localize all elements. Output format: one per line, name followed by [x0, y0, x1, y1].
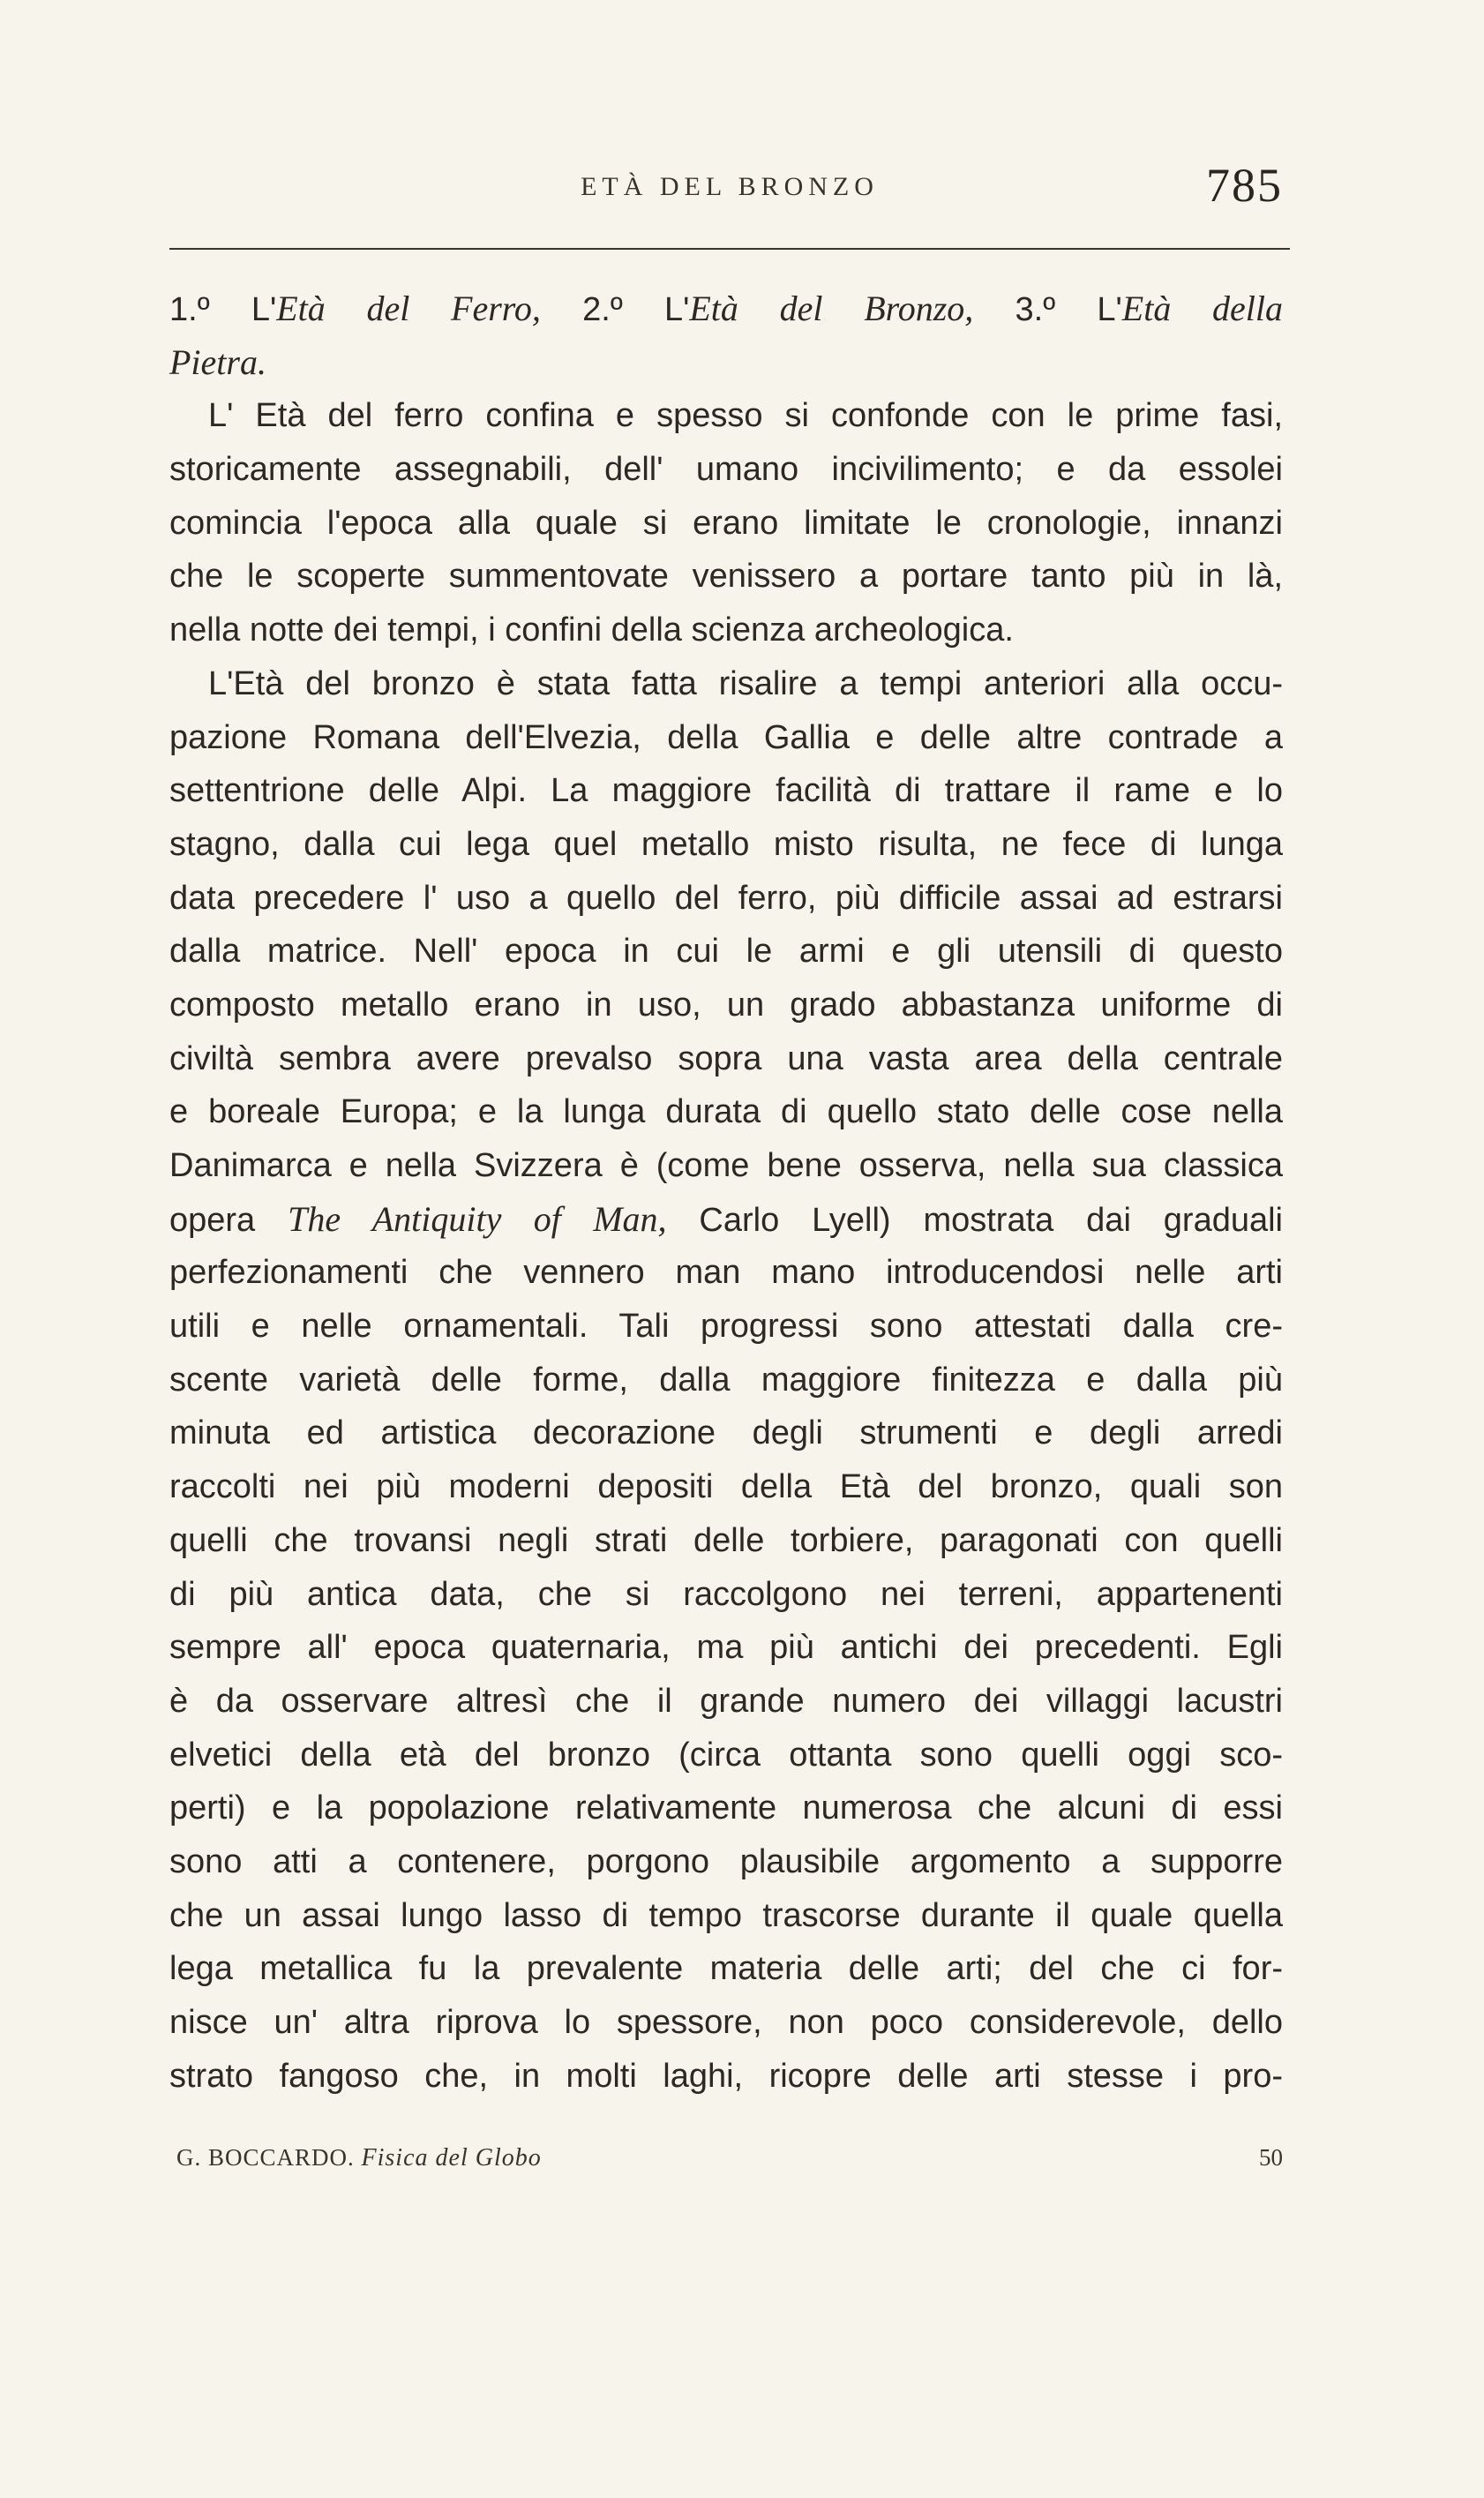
text-segment: Carlo Lyell) mostrata dai graduali: [666, 1201, 1284, 1239]
text-segment: lega metallica fu la prevalente materia delle arti; del che ci for-: [169, 1950, 1283, 1988]
text-line: [169, 389, 1283, 443]
text-segment: perti) e la popolazione relativamente numerosa che alcuni di essi: [169, 1789, 1283, 1827]
text-segment: L': [251, 291, 277, 328]
text-segment: minuta ed artistica decorazione degli strumenti e degli arredi: [169, 1414, 1283, 1452]
text-segment: scente varietà delle forme, dalla maggiore finitezza e dalla più: [169, 1361, 1283, 1399]
text-segment: dalla matrice. Nell' epoca in cui le armi e gli utensili di questo: [169, 933, 1283, 971]
sheet-number: 50: [1259, 2144, 1283, 2171]
text-line: [169, 764, 1283, 818]
text-segment: perfezionamenti che vennero man mano introducendosi nelle arti: [169, 1254, 1283, 1292]
text-segment: settentrione delle Alpi. La maggiore facilità di trattare il rame e lo: [169, 772, 1283, 810]
text-segment: che le scoperte summentovate venissero a portare tanto più in là,: [169, 558, 1283, 596]
page-footer: [169, 2144, 1283, 2179]
text-segment: sono atti a contenere, porgono plausibile argomento a supporre: [169, 1842, 1283, 1880]
text-segment: nella notte dei tempi, i confini della scienza archeologica.: [169, 611, 1014, 649]
text-segment: opera: [169, 1201, 289, 1239]
text-line: [169, 550, 1283, 604]
text-segment: data precedere l' uso a quello del ferro, più difficile assai ad estrarsi: [169, 879, 1283, 917]
text-segment: storicamente assegnabili, dell' umano incivilimento; e da essolei: [169, 451, 1283, 489]
body-text: [169, 282, 1283, 2103]
text-line: [169, 1300, 1283, 1354]
text-segment: L' Età del ferro confina e spesso si confonde con le prime fasi,: [208, 397, 1283, 435]
text-line: [169, 1407, 1283, 1460]
text-line: [169, 1032, 1283, 1086]
italic-text: The Antiquity of Man,: [288, 1198, 667, 1239]
text-line: [169, 1942, 1283, 1996]
text-line: [169, 2050, 1283, 2104]
text-line: [169, 657, 1283, 711]
text-segment: sempre all' epoca quaternaria, ma più antichi dei precedenti. Egli: [169, 1629, 1283, 1667]
text-line: [169, 818, 1283, 872]
text-segment: raccolti nei più moderni depositi della Età del bronzo, quali son: [169, 1468, 1283, 1506]
text-segment: 3.º: [973, 291, 1098, 328]
text-line: [169, 604, 1283, 657]
page-number: 785: [1206, 159, 1283, 212]
text-line: [169, 282, 1283, 336]
text-line: [169, 1729, 1283, 1782]
text-segment: comincia l'epoca alla quale si erano limitate le cronologie, innanzi: [169, 504, 1283, 542]
text-segment: utili e nelle ornamentali. Tali progressi sono attestati dalla cre-: [169, 1308, 1283, 1346]
text-line: [169, 497, 1283, 551]
text-segment: L': [1097, 291, 1122, 328]
text-segment: pazione Romana dell'Elvezia, della Gallia e delle altre contrade a: [169, 718, 1283, 756]
text-line: [169, 1782, 1283, 1835]
text-segment: Danimarca e nella Svizzera è (come bene osserva, nella sua classica: [169, 1147, 1283, 1184]
signature-author: G. BOCCARDO.: [176, 2144, 355, 2171]
text-segment: è da osservare altresì che il grande numero dei villaggi lacustri: [169, 1682, 1283, 1720]
header-rule: [169, 248, 1290, 250]
text-line: [169, 711, 1283, 765]
italic-text: Età della: [1121, 289, 1283, 328]
text-line: [169, 1139, 1283, 1193]
italic-text: Pietra.: [169, 341, 266, 382]
text-segment: L'Età del bronzo è stata fatta risalire a tempi anteriori alla occu-: [208, 664, 1283, 702]
text-line: [169, 1621, 1283, 1675]
text-segment: 2.º: [540, 291, 664, 328]
running-head: ETÀ DEL BRONZO: [581, 172, 879, 201]
text-line: [169, 925, 1283, 979]
text-line: [169, 336, 1283, 390]
text-segment: 1.º: [169, 291, 251, 328]
signature-title: Fisica del Globo: [361, 2144, 542, 2172]
text-segment: composto metallo erano in uso, un grado abbastanza uniforme di: [169, 986, 1283, 1024]
text-line: [169, 1354, 1283, 1407]
text-segment: civiltà sembra avere prevalso sopra una vasta area della centrale: [169, 1039, 1283, 1077]
text-segment: che un assai lungo lasso di tempo trascorse durante il quale quella: [169, 1896, 1283, 1934]
text-segment: strato fangoso che, in molti laghi, ricopre delle arti stesse i pro-: [169, 2057, 1283, 2095]
text-line: [169, 1835, 1283, 1889]
text-line: [169, 979, 1283, 1032]
text-segment: elvetici della età del bronzo (circa ottanta sono quelli oggi sco-: [169, 1736, 1283, 1774]
text-segment: stagno, dalla cui lega quel metallo misto risulta, ne fece di lunga: [169, 825, 1283, 863]
italic-text: Età del Ferro,: [276, 289, 541, 328]
text-segment: nisce un' altra riprova lo spessore, non poco considerevole, dello: [169, 2004, 1283, 2041]
text-line: [169, 1460, 1283, 1514]
text-segment: e boreale Europa; e la lunga durata di quello stato delle cose nella: [169, 1093, 1283, 1131]
text-line: [169, 1568, 1283, 1622]
text-line: [169, 443, 1283, 497]
text-line: [169, 1193, 1283, 1247]
text-line: [169, 1514, 1283, 1568]
text-segment: di più antica data, che si raccolgono nei terreni, appartenenti: [169, 1575, 1283, 1613]
text-line: [169, 1085, 1283, 1139]
text-segment: L': [663, 291, 690, 328]
signature-line: [176, 2144, 542, 2172]
text-segment: quelli che trovansi negli strati delle torbiere, paragonati con quelli: [169, 1521, 1283, 1559]
text-line: [169, 1996, 1283, 2050]
text-line: [169, 1889, 1283, 1943]
text-line: [169, 1675, 1283, 1729]
text-line: [169, 872, 1283, 926]
italic-text: Età del Bronzo,: [689, 289, 974, 328]
page-header: [169, 159, 1290, 234]
text-line: [169, 1246, 1283, 1300]
